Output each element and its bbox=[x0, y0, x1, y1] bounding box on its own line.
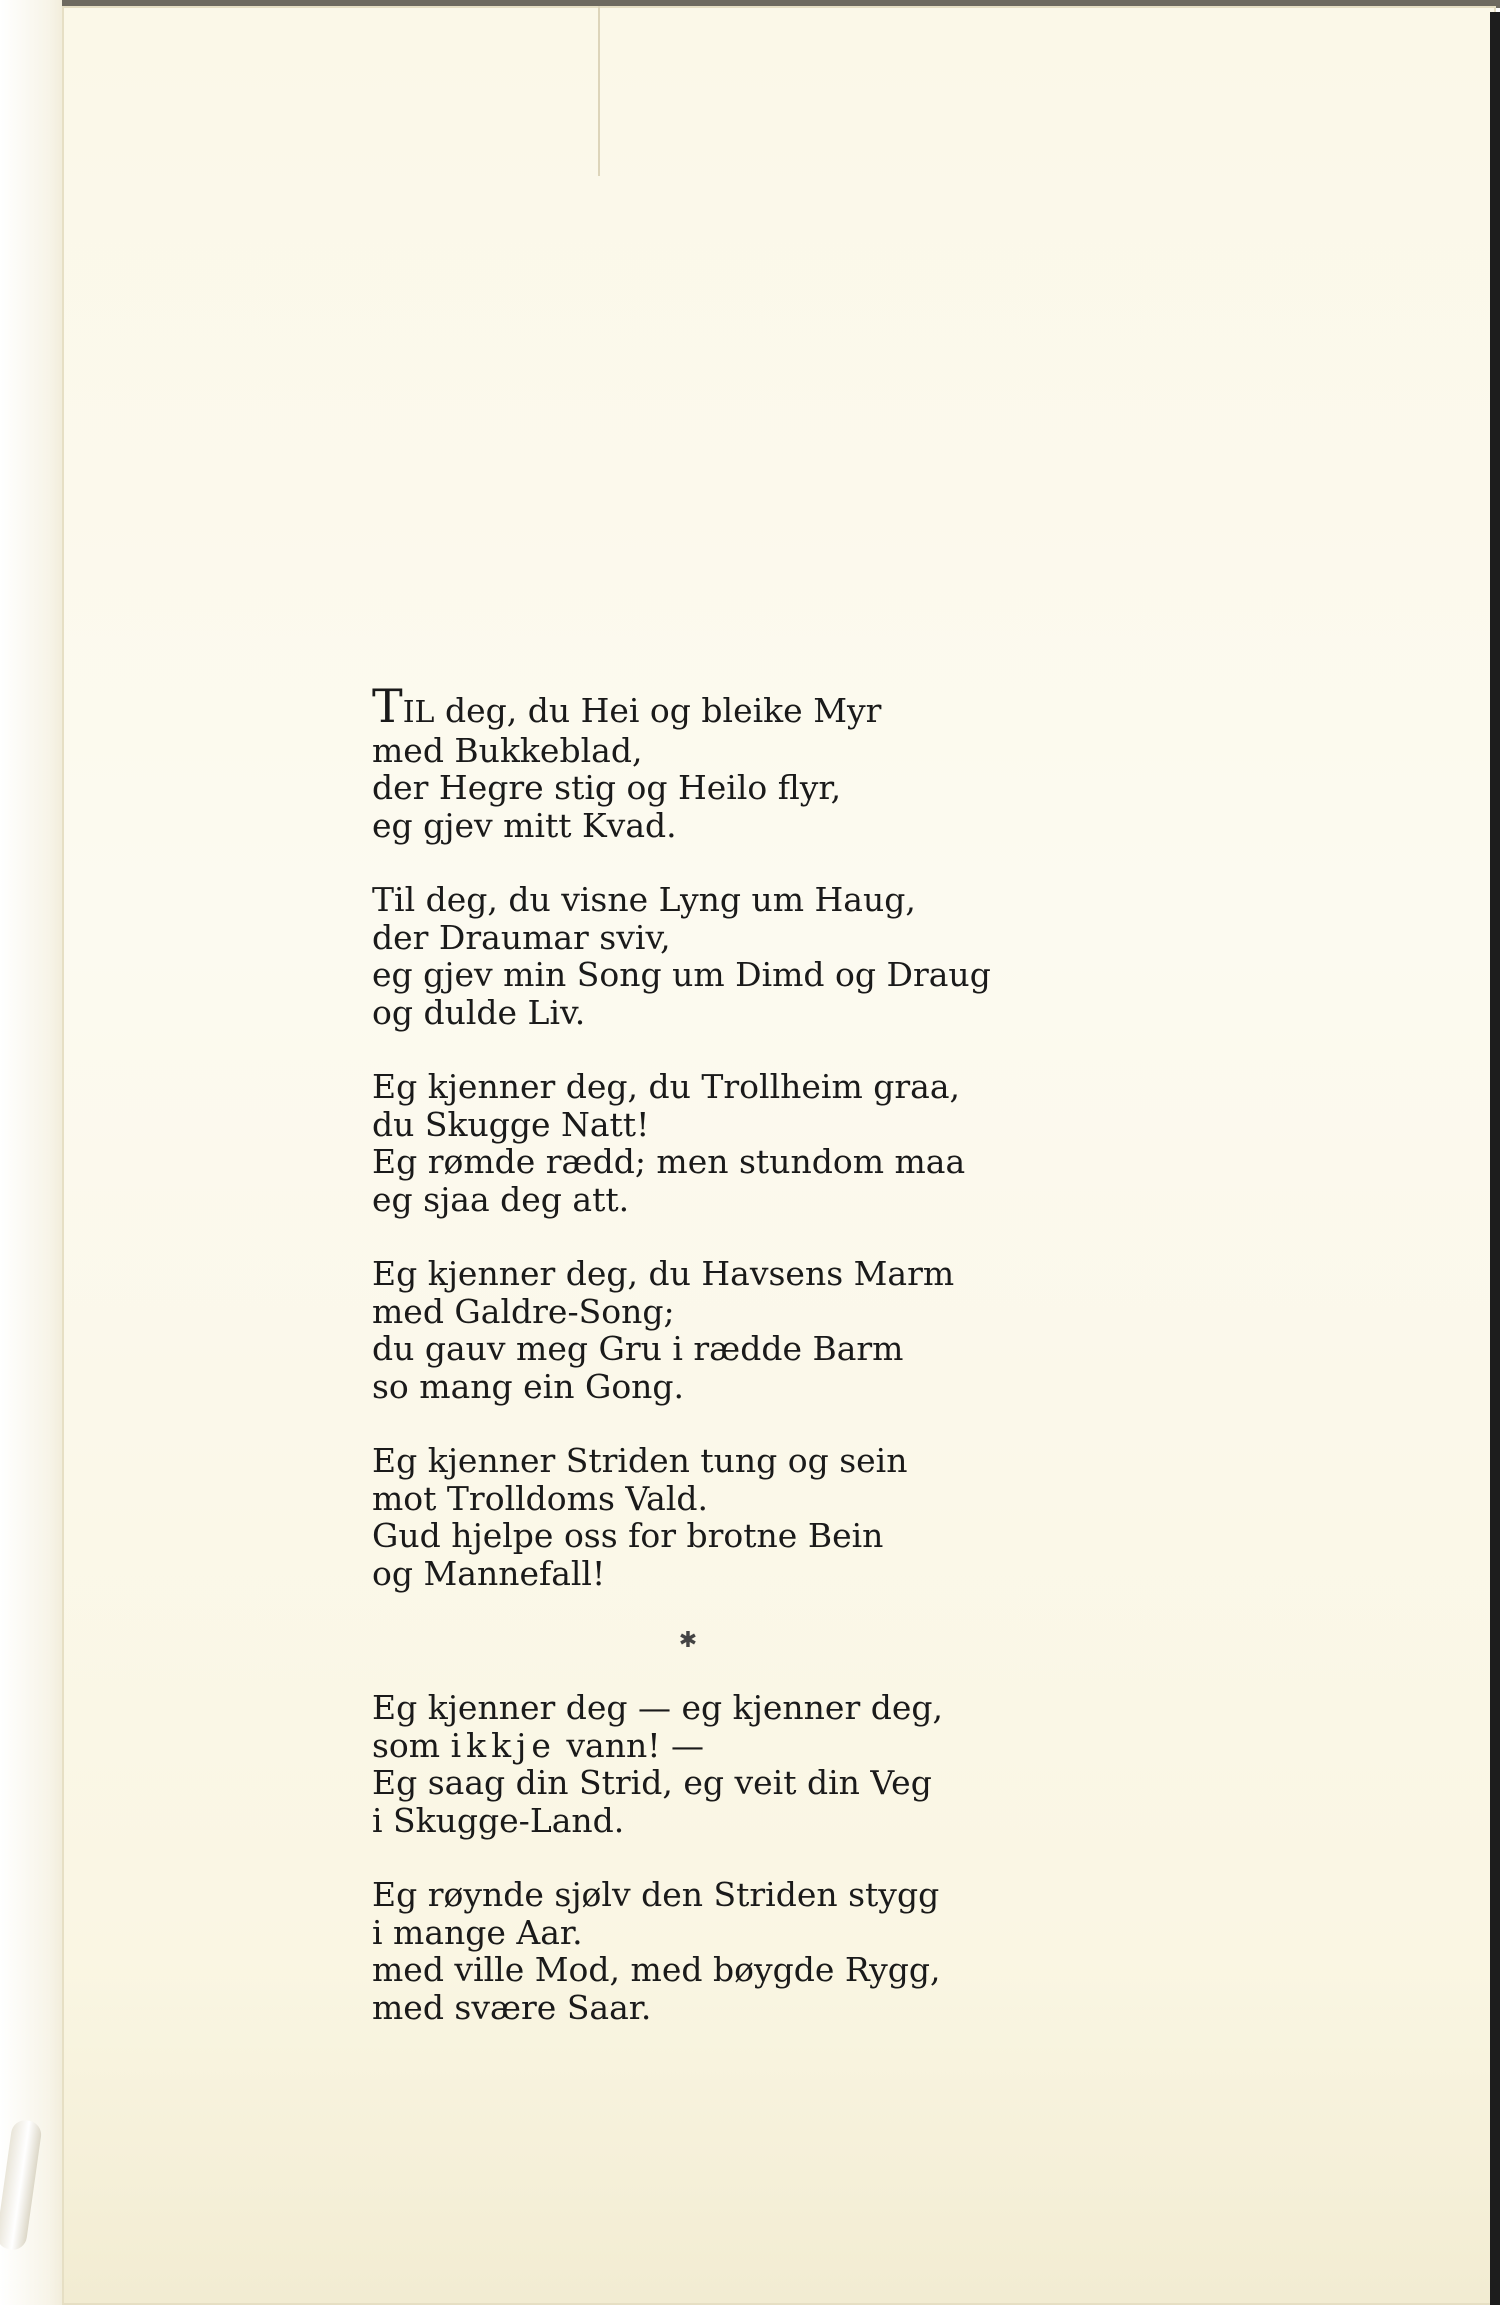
poem bbox=[372, 679, 1072, 2063]
poem-line: der Draumar sviv, bbox=[372, 917, 671, 957]
dropcap-letter: T bbox=[372, 679, 403, 733]
stanza-4 bbox=[372, 1255, 1072, 1405]
paper-fold-mark bbox=[598, 6, 600, 176]
poem-line: du Skugge Natt! bbox=[372, 1104, 650, 1144]
poem-line: Eg kjenner deg — eg kjenner deg, bbox=[372, 1688, 943, 1727]
poem-line: og dulde Liv. bbox=[372, 992, 586, 1032]
stanza-2 bbox=[372, 881, 1072, 1031]
poem-line: Eg kjenner Striden tung og sein bbox=[372, 1441, 908, 1480]
poem-line: Eg røynde sjølv den Striden stygg bbox=[372, 1875, 940, 1914]
smallcaps-text: IL bbox=[402, 695, 435, 730]
poem-line: i Skugge-Land. bbox=[372, 1800, 625, 1840]
stanza-7 bbox=[372, 1876, 1072, 2026]
poem-line: med svære Saar. bbox=[372, 1987, 652, 2027]
poem-line: Eg kjenner deg, du Havsens Marm bbox=[372, 1254, 955, 1293]
page-left-margin bbox=[0, 0, 70, 2305]
asterisk-divider: ✱ bbox=[678, 1628, 698, 1653]
poem-line: Eg saag din Strid, eg veit din Veg bbox=[372, 1763, 932, 1802]
scan-right-edge bbox=[1490, 12, 1500, 2305]
poem-line: du gauv meg Gru i rædde Barm bbox=[372, 1329, 904, 1368]
stanza-5 bbox=[372, 1442, 1072, 1592]
poem-line: Til deg, du visne Lyng um Haug, bbox=[372, 880, 916, 919]
poem-line: i mange Aar. bbox=[372, 1912, 583, 1952]
first-line-text: deg, du Hei og bleike Myr bbox=[434, 691, 882, 730]
poem-line: eg gjev mitt Kvad. bbox=[372, 805, 677, 845]
stanza-3 bbox=[372, 1068, 1072, 1218]
poem-line: og Mannefall! bbox=[372, 1553, 606, 1593]
poem-line: so mang ein Gong. bbox=[372, 1366, 685, 1406]
poem-line bbox=[372, 1727, 1072, 1765]
poem-line: eg gjev min Song um Dimd og Draug bbox=[372, 955, 991, 994]
poem-line: eg sjaa deg att. bbox=[372, 1179, 630, 1219]
poem-line: Eg rømde rædd; men stundom maa bbox=[372, 1142, 966, 1181]
poem-line: der Hegre stig og Heilo flyr, bbox=[372, 768, 842, 807]
letterspaced-word: ikkje bbox=[450, 1725, 556, 1765]
poem-line: med Galdre-Song; bbox=[372, 1291, 675, 1331]
line-text: vann! — bbox=[555, 1725, 704, 1765]
poem-line: Gud hjelpe oss for brotne Bein bbox=[372, 1516, 884, 1555]
poem-line: mot Trolldoms Vald. bbox=[372, 1478, 709, 1518]
poem-line: med Bukkeblad, bbox=[372, 730, 643, 770]
poem-line: med ville Mod, med bøygde Rygg, bbox=[372, 1950, 941, 1989]
poem-line: Eg kjenner deg, du Trollheim graa, bbox=[372, 1067, 961, 1106]
line-text: som bbox=[372, 1725, 451, 1765]
stanza-6 bbox=[372, 1689, 1072, 1839]
poem-line bbox=[372, 679, 1072, 733]
stanza-1 bbox=[372, 679, 1072, 845]
